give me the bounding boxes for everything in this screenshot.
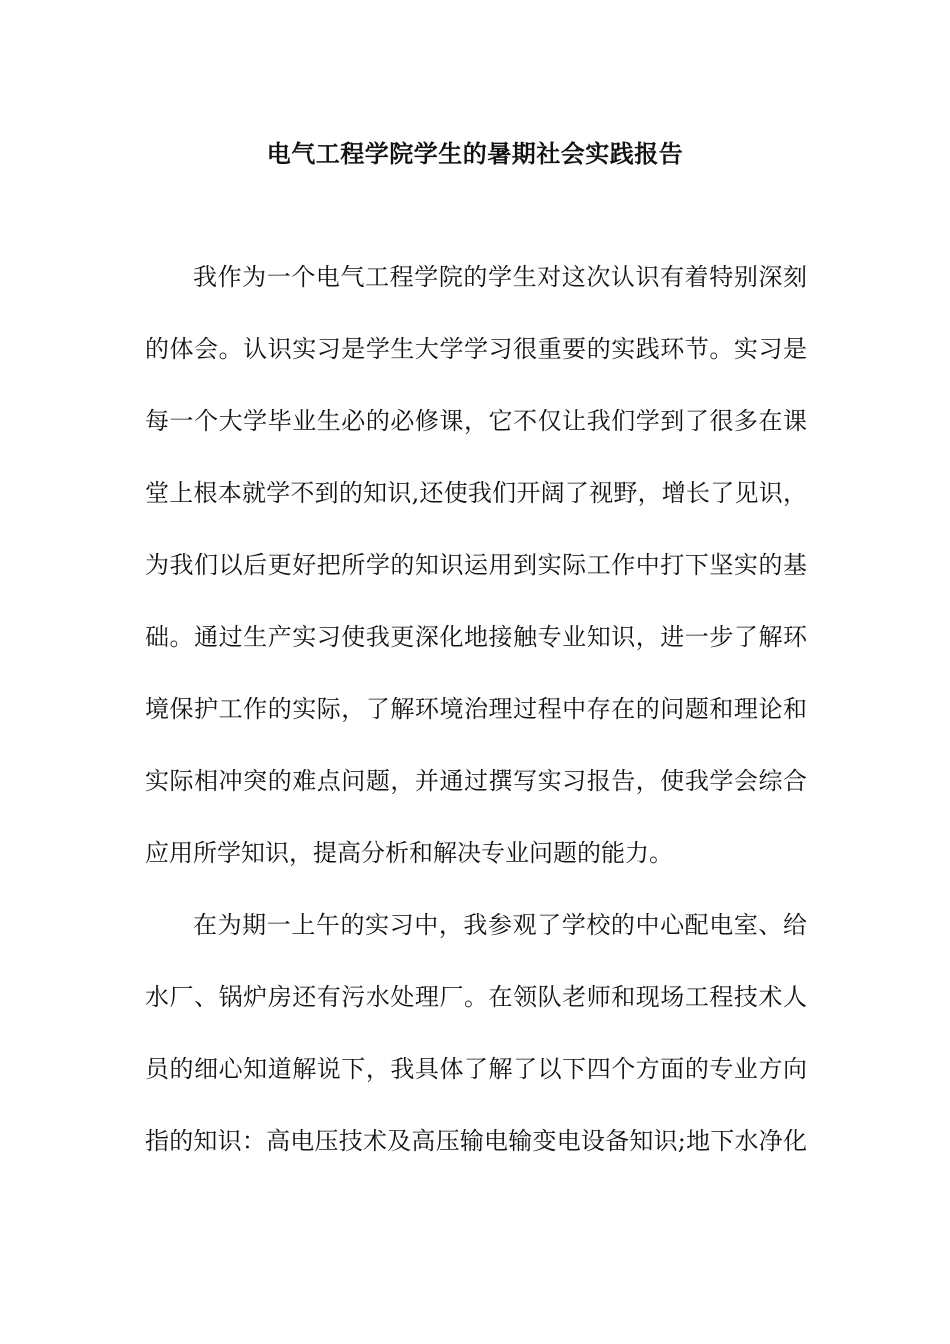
text-line: 为我们以后更好把所学的知识运用到实际工作中打下坚实的基 [145, 551, 807, 579]
text-line: 应用所学知识，提高分析和解决专业问题的能力。 [145, 839, 673, 867]
document-body [145, 257, 807, 1193]
text-line: 堂上根本就学不到的知识,还使我们开阔了视野，增长了见识， [145, 479, 807, 507]
text-line: 员的细心知道解说下，我具体了解了以下四个方面的专业方向 [145, 1055, 807, 1083]
paragraph-2 [145, 905, 807, 1193]
text-line: 指的知识：高电压技术及高压输电输变电设备知识;地下水净化 [145, 1127, 807, 1155]
text-line: 实际相冲突的难点问题，并通过撰写实习报告，使我学会综合 [145, 767, 807, 795]
paragraph-1 [145, 257, 807, 905]
text-line: 在为期一上午的实习中，我参观了学校的中心配电室、给 [193, 911, 807, 939]
text-line: 础。通过生产实习使我更深化地接触专业知识，进一步了解环 [145, 623, 807, 651]
text-line: 水厂、锅炉房还有污水处理厂。在领队老师和现场工程技术人 [145, 983, 807, 1011]
text-line: 每一个大学毕业生必的必修课，它不仅让我们学到了很多在课 [145, 407, 807, 435]
text-line: 我作为一个电气工程学院的学生对这次认识有着特别深刻 [193, 263, 807, 291]
text-line: 的体会。认识实习是学生大学学习很重要的实践环节。实习是 [145, 335, 807, 363]
text-line: 境保护工作的实际，了解环境治理过程中存在的问题和理论和 [145, 695, 807, 723]
document-title: 电气工程学院学生的暑期社会实践报告 [266, 140, 684, 168]
